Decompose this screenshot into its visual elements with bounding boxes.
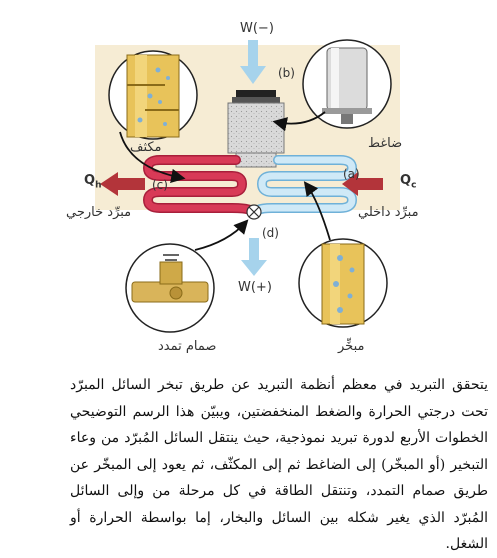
heat-out-label [84,173,101,191]
expansion-valve-symbol [247,205,261,219]
expansion-valve-label: صمام تمدد [158,339,217,354]
work-out-label: W(+) [238,280,272,295]
evaporator-step-label: (a) [343,167,360,181]
heat-in-sub: c [411,180,417,191]
heat-out-q: Q [84,173,96,188]
work-in-label: W(−) [240,21,274,36]
indoor-coil-label: مبرِّد داخلي [358,205,419,220]
expansion-valve-magnifier [126,244,214,332]
compressor-label: ضاغط [368,136,403,151]
valve-leader [195,222,246,250]
valve-step-label: (d) [262,226,279,240]
condenser-step-label: (c) [152,178,168,192]
heat-in-label [400,173,416,191]
heat-in-q: Q [400,173,412,188]
condenser-magnifier [109,51,197,139]
heat-out-sub: h [95,180,102,191]
evaporator-magnifier [299,239,387,327]
evaporator-label: مبخِّر [338,339,365,354]
work-out-arrow [241,238,267,276]
compressor-step-label: (b) [278,66,295,80]
outdoor-coil-label: مبرِّد خارجي [66,205,132,220]
figure-caption: يتحقق التبريد في معظم أنظمة التبريد عن طريق تبخر السائل المبرّد تحت درجتي الحرارة والضغط المنخفضتين، ويبيّن هذا الرسم التوضيحي الخطوات الأربع لدورة تبريد نموذجية، حيث ينتقل السائل المُبرّد من وعاء التبخير (أو المبخّر) إلى الضاغط ثم إلى المكثّف، ثم يعود إلى المبخّر عن طريق صمام التمدد، وتنتقل الطاقة في كل مرحلة من وإلى السائل المُبرّد الذي يغير شكله بين السائل والبخار، إما بواسطة الحرارة أو الشغل. [70,377,488,552]
condenser-label: مكثف [130,140,162,155]
compressor-magnifier [303,40,391,128]
